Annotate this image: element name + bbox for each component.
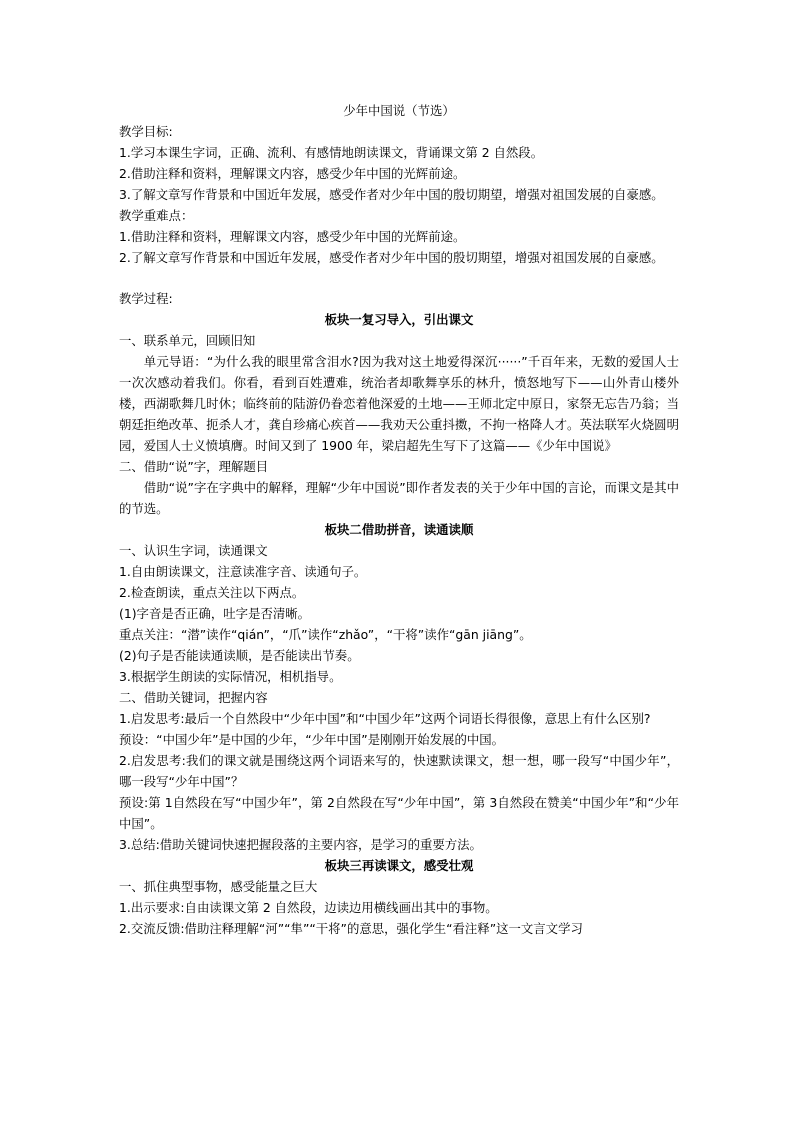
block2-subheading: 一、认识生字词，读通课文 [119, 543, 268, 558]
keypoint-item: 2.了解文章写作背景和中国近年发展，感受作者对少年中国的殷切期望，增强对祖国发展的自豪感。 [119, 250, 664, 265]
block2-subheading: 二、借助关键词，把握内容 [119, 690, 268, 705]
block3-line: 1.出示要求:自由读课文第 2 自然段，边读边用横线画出其中的事物。 [119, 900, 498, 915]
block3-subheading: 一、抓住典型事物，感受能量之巨大 [119, 879, 318, 894]
objective-item: 2.借助注释和资料，理解课文内容，感受少年中国的光辉前途。 [119, 166, 466, 181]
block1-paragraph: 借助“说”字在字典中的解释，理解“少年中国说”即作者发表的关于少年中国的言论，而课文是其中的节选。 [119, 480, 679, 516]
spacer [119, 268, 679, 288]
block2-line: 3.总结:借助关键词快速把握段落的主要内容，是学习的重要方法。 [119, 837, 482, 852]
block2-line: (1)字音是否正确，吐字是否清晰。 [119, 606, 311, 621]
block2-line: 2.检查朗读，重点关注以下两点。 [119, 585, 305, 600]
block3-title: 板块三再读课文，感受壮观 [324, 858, 474, 873]
document-title: 少年中国说（节选） [343, 103, 455, 118]
objective-item: 1.学习本课生字词，正确、流利、有感情地朗读课文，背诵课文第 2 自然段。 [119, 145, 544, 160]
block3-line: 2.交流反馈:借助注释理解“河”“隼”“干将”的意思，强化学生“看注释”这一文言文学习 [119, 921, 583, 936]
block1-subheading: 二、借助“说”字，理解题目 [119, 459, 269, 474]
objectives-heading: 教学目标: [119, 124, 173, 139]
block2-line: 1.自由朗读课文，注意读准字音、读通句子。 [119, 564, 367, 579]
block2-line: 重点关注：“潜”读作“qián”，“爪”读作“zhǎo”，“干将”读作“gān jiāng”。 [119, 627, 532, 642]
keypoint-item: 1.借助注释和资料，理解课文内容，感受少年中国的光辉前途。 [119, 229, 466, 244]
block1-title: 板块一复习导入，引出课文 [324, 312, 474, 327]
block2-title: 板块二借助拼音，读通读顺 [324, 522, 474, 537]
block2-line: 预设：“中国少年”是中国的少年，“少年中国”是刚刚开始发展的中国。 [119, 732, 505, 747]
document-body [119, 100, 679, 939]
block1-paragraph: 单元导语：“为什么我的眼里常含泪水?因为我对这土地爱得深沉······”千百年来，无数的爱国人士一次次感动着我们。你看，看到百姓遭难，统治者却歌舞享乐的林升，愤怒地写下——山外青山楼外楼，西湖歌舞几时休；临终前的陆游仍眷恋着他深爱的土地——王师北定中原日，家祭无忘告乃翁；当朝廷拒绝改革、扼杀人才，龚自珍痛心疾首——我劝天公重抖擞，不拘一格降人才。英法联军火烧圆明园，爱国人士义愤填膺。时间又到了 1900 年，梁启超先生写下了这篇——《少年中国说》 [119, 354, 679, 453]
block2-line: 1.启发思考:最后一个自然段中“少年中国”和“中国少年”这两个词语长得很像，意思上有什么区别? [119, 711, 651, 726]
block2-line: 3.根据学生朗读的实际情况，相机指导。 [119, 669, 342, 684]
block2-line: 预设:第 1自然段在写“中国少年”，第 2自然段在写“少年中国”，第 3自然段在赞美“中国少年”和“少年中国”。 [119, 795, 679, 831]
block2-line: 2.启发思考:我们的课文就是围绕这两个词语来写的，快速默读课文，想一想，哪一段写“中国少年”，哪一段写“少年中国”？ [119, 753, 679, 789]
process-heading: 教学过程: [119, 291, 173, 306]
objective-item: 3.了解文章写作背景和中国近年发展，感受作者对少年中国的殷切期望，增强对祖国发展的自豪感。 [119, 187, 664, 202]
block2-line: (2)句子是否能读通读顺，是否能读出节奏。 [119, 648, 360, 663]
block1-subheading: 一、联系单元，回顾旧知 [119, 333, 256, 348]
keypoints-heading: 教学重难点： [119, 208, 194, 223]
